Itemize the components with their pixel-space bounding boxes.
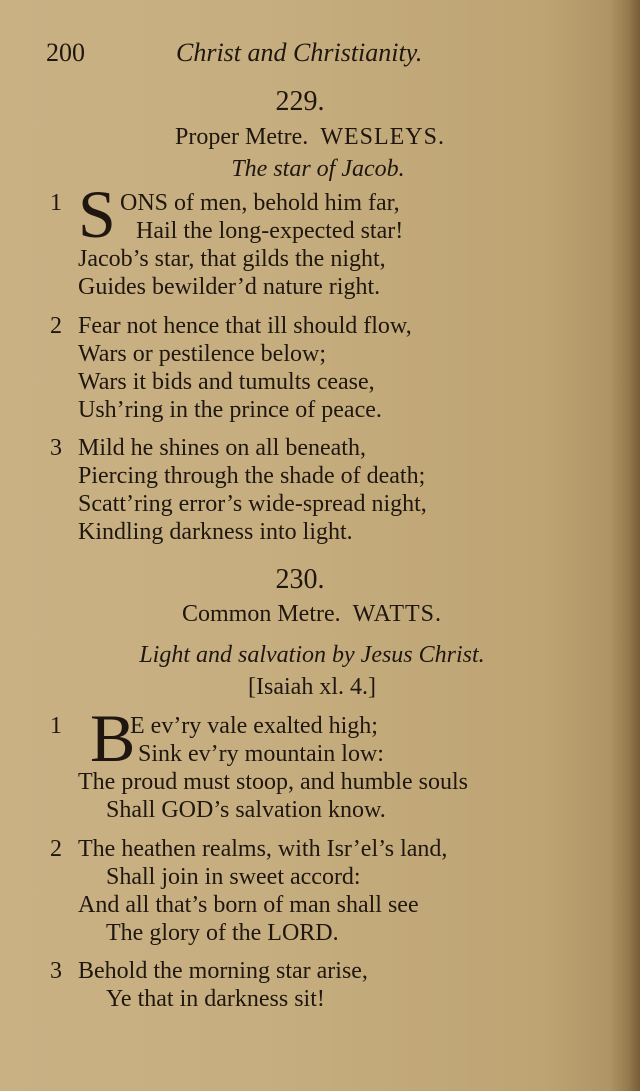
hymn-229-v2-line-2: Wars or pestilence below;	[78, 341, 326, 367]
running-title: Christ and Christianity.	[176, 38, 423, 67]
hymn-230-metre: Common Metre.	[182, 601, 341, 627]
hymn-230-meta	[12, 601, 612, 628]
hymn-230-v2-line-1: The heathen realms, with Isr’el’s land,	[78, 836, 448, 862]
hymn-230-v1-line-1: E ev’ry vale exalted high;	[130, 713, 378, 739]
hymn-230-v2-line-4: The glory of the LORD.	[106, 920, 339, 946]
hymn-229-v2-line-3: Wars it bids and tumults cease,	[78, 369, 375, 395]
hymn-229-meta	[10, 124, 610, 151]
hymn-229-author: WESLEYS.	[320, 124, 445, 150]
hymn-230-author: WATTS.	[352, 601, 442, 627]
hymn-230-verse-3-number: 3	[50, 958, 62, 984]
hymn-229-dropcap: S	[78, 176, 116, 252]
hymn-229-v3-line-4: Kindling darkness into light.	[78, 519, 353, 545]
hymn-230-v2-line-2: Shall join in sweet accord:	[106, 864, 361, 890]
hymn-230-reference: [Isaiah xl. 4.]	[248, 674, 376, 700]
hymn-229-v3-line-2: Piercing through the shade of death;	[78, 463, 426, 489]
hymn-230-subtitle: Light and salvation by Jesus Christ.	[139, 642, 485, 668]
hymn-230-verse-2-number: 2	[50, 836, 62, 862]
hymn-229-v3-line-3: Scatt’ring error’s wide-spread night,	[78, 491, 427, 517]
hymn-230-dropcap: B	[90, 700, 136, 776]
hymn-229-v2-line-4: Ush’ring in the prince of peace.	[78, 397, 382, 423]
hymn-230-v1-line-3: The proud must stoop, and humble souls	[78, 769, 468, 795]
hymn-230-v3-line-2: Ye that in darkness sit!	[106, 986, 325, 1012]
hymn-229-v1-line-3: Jacob’s star, that gilds the night,	[78, 246, 386, 272]
hymn-230-v1-line-2: Sink ev’ry mountain low:	[138, 741, 384, 767]
hymn-229-verse-1-number: 1	[50, 190, 62, 216]
hymn-229-number: 229.	[275, 86, 325, 117]
hymn-229-v2-line-1: Fear not hence that ill should flow,	[78, 313, 412, 339]
hymn-229-v3-line-1: Mild he shines on all beneath,	[78, 435, 366, 461]
hymn-229-v1-line-4: Guides bewilder’d nature right.	[78, 274, 381, 300]
hymn-229-verse-2-number: 2	[50, 313, 62, 339]
hymn-229-subtitle: The star of Jacob.	[231, 156, 405, 182]
hymn-230-verse-1-number: 1	[50, 713, 62, 739]
page-number: 200	[46, 38, 85, 67]
hymn-229-metre: Proper Metre.	[175, 124, 309, 150]
hymn-230-v3-line-1: Behold the morning star arise,	[78, 958, 368, 984]
hymn-230-number: 230.	[275, 564, 325, 595]
hymn-229-v1-line-1: ONS of men, behold him far,	[120, 190, 400, 216]
hymn-230-v1-line-4: Shall GOD’s salvation know.	[106, 797, 386, 823]
hymn-229-verse-3-number: 3	[50, 435, 62, 461]
hymn-230-v2-line-3: And all that’s born of man shall see	[78, 892, 419, 918]
hymn-229-v1-line-2: Hail the long-expected star!	[136, 218, 404, 244]
